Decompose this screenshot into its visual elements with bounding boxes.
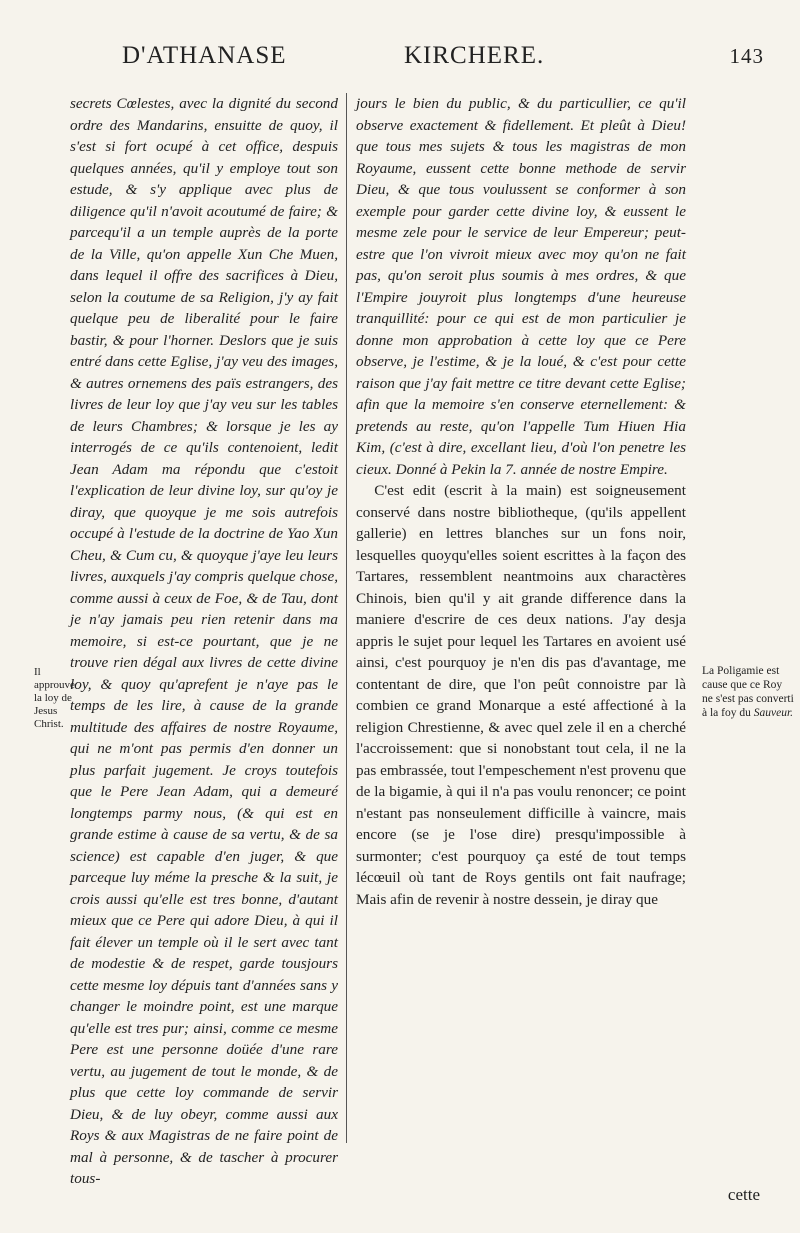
margin-note-right-italic: Sauveur. [753,707,794,719]
left-column-text: secrets Cœlestes, avec la dignité du second ordre des Mandarins, ensuitte de quoy, il s'est si fort ocupé à cet office, despuis quelques années, qu'il y employe tout son estude, & s'y applique avec plus de diligence qu'il n'avoit acoutumé de faire; & parcequ'il a un temple auprès de la porte de la Ville, qu'on appelle Xun Che Muen, dans lequel il offre des sacrifices à Dieu, selon la coutume de sa Religion, j'y ay fait quelque peu de liberalité pour le faire bastir, & pour l'horner. Deslors que je suis entré dans cette Eglise, j'ay veu des images, & autres ornemens des païs estrangers, des livres de leur loy que j'ay veu sur les tables de leurs Chambres; & lorsque je les ay interrogés de ce qu'ils contenoient, ledit Jean Adam ma répondu que c'estoit l'explication de leur divine loy, sur qu'oy je diray, que quoyque je me sois autrefois occupé à l'estude de la doctrine de Yao Xun Cheu, & Cum cu, & quoyque j'aye leu leurs livres, auxquels j'ay compris quelque chose, comme aussi à ceux de Foe, & de Tau, dont je n'ay jamais peu rien retenir dans ma memoire, si est-ce pourtant, que je ne trouve rien dégal aux livres de cette divine loy, & quoy qu'aprefent je n'aye pas le temps de les lire, à cause de la grande multitude des affaires de nostre Royaume, qui ne m'ont pas permis d'en donner un plus parfait jugement. Je croys toutefois que le Pere Jean Adam, qui a demeuré longtemps parmy nous, (& qui est en grande estime à cause de sa vertu, & de sa science) est capable d'en juger, & que parceque luy méme la presche & la suit, je crois aussi qu'elle est tres bonne, d'autant mieux que ce Pere qui adore Dieu, à qui il fait élever un temple où il le sert avec tant de modestie & de respet, garde tousjours cette mesme loy dépuis tant d'années sans y changer le moindre point, est une marque qu'elle est tres pur; ainsi, comme ce mesme Pere est une personne doüée d'une rare vertu, au jugement de tout le monde, & de plus que cette loy commande de servir Dieu, & de luy obeyr, comme aussi aux Roys & aux Magistras de ne faire point de mal à personne, & de tascher à procurer tous- [70,95,338,1187]
running-header [60,42,772,82]
margin-note-right [702,664,794,720]
right-column-roman-text: C'est edit (escrit à la main) est soigneusement conservé dans nostre bibliotheque, (qu'ils appellent gallerie) en lettres blanches sur un fons noir, lesquelles quoyqu'elles soient escrittes à la façon des Tartares, ressemblent neantmoins aux charactères Chinois, bien qu'il y ait grande difference dans la maniere d'escrire de ces deux nations. J'ay desja appris le sujet pour lequel les Tartares en avoient usé ainsi, c'est pourquoy je n'en dis pas d'avantage, me contentant de dire, que l'on peût connoistre par là combien ce grand Monarque a esté affectioné à la religion Chrestienne, & avec quel zele il en a cherché l'accroissement: que si nonobstant tout cela, il ne la pas embrassée, tout l'empeschement n'est provenu que de la bigamie, à qui il n'a pas voulu renoncer; ce point n'estant pas nonseulement difficille à vaincre, mais encore (se je l'ose dire) presqu'impossible à surmonter; c'est pourquoy ça esté de tout temps lécœuil où tant de Roys gentils ont fait naufrage; Mais afin de revenir à nostre dessein, je diray que [356,482,686,908]
page-number: 143 [729,44,764,68]
page-body [70,93,760,1203]
right-column-italic-text: jours le bien du public, & du particullier, ce qu'il observe exactement & fidellement. Et pleût à Dieu! que tous mes sujets & tous les magistras de mon Royaume, eussent cette bonne methode de servir Dieu, & que tous voulussent se conformer à son exemple pour garder cette divine loy, & eussent le mesme zele pour le service de leur Empereur; peut-estre que l'on vivroit mieux avec moy qu'on ne fait pas, qu'on seroit plus soumis à mes ordres, & que l'Empire jouyroit plus longtemps d'une heureuse tranquillité: pour ce qui est de mon particulier je donne mon approbation à cette loy que ce Pere observe, je l'estime, & je la loué, & c'est pour cette raison que j'ay fait mettre ce titre devant cette Eglise; afin que la memoire s'en conserve eternellement: & pretends au reste, qu'on l'appelle Tum Hiuen Hia Kim, (c'est à dire, excellant lieu, d'où l'on penetre les cieux. Donné à Pekin la 7. année de nostre Empire. [356,95,686,478]
left-column [70,93,338,1190]
margin-note-left: Il approuve la loy de Jesus Christ. [34,666,75,730]
column-divider [346,93,347,1143]
margin-note-right-text: La Poligamie est cause que ce Roy ne s'est pas converti à la foy du [702,665,794,719]
header-right-title: KIRCHERE. [404,42,545,69]
right-column [356,93,686,910]
catchword: cette [727,1185,760,1204]
header-left-title: D'ATHANASE [122,42,287,69]
